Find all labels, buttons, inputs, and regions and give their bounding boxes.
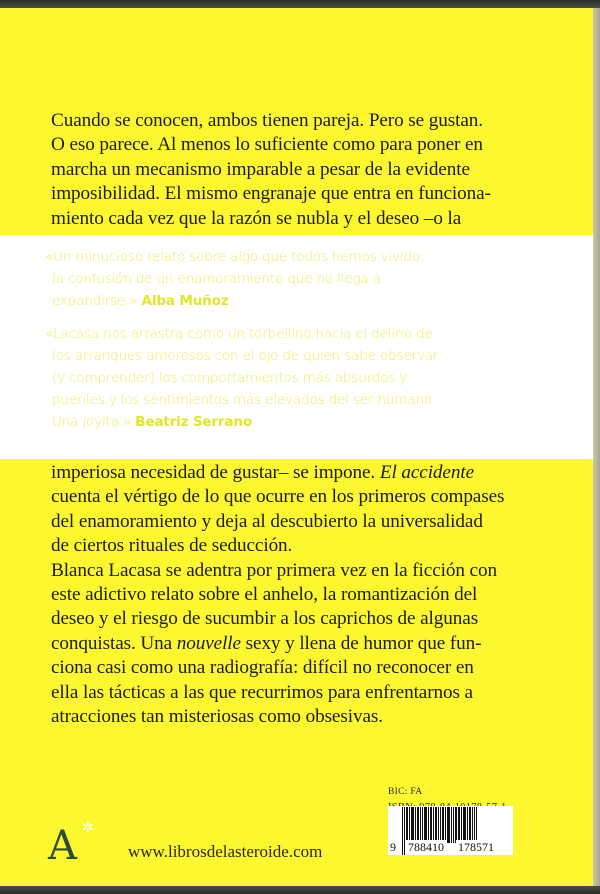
top-edge-shadow <box>0 0 600 8</box>
synopsis-line: miento cada vez que la razón se nubla y el deseo –o la <box>51 207 462 229</box>
review-quote-2 <box>45 324 505 434</box>
quote-line: los arranques amorosos con el ojo de quien sabe observar <box>52 347 439 364</box>
quote-text: expandirse.» <box>52 292 142 309</box>
synopsis-bottom <box>51 461 521 729</box>
synopsis-line: Cuando se conocen, ambos tienen pareja. Pero se gustan. <box>51 110 483 131</box>
review-quote-1 <box>45 247 505 313</box>
synopsis-line: este adictivo relato sobre el anhelo, la romantización del <box>51 584 478 606</box>
barcode-digits <box>390 840 511 855</box>
synopsis-line: marcha un mecanismo imparable a pesar de la evidente <box>51 158 470 180</box>
quote-line: «Un minucioso relato sobre algo que todos hemos vivido: <box>45 249 425 265</box>
barcode-group-1: 788410 <box>408 840 444 854</box>
synopsis-line: ella las tácticas a las que recurrimos para enfrentarnos a <box>51 681 473 703</box>
synopsis-top <box>51 109 521 231</box>
barcode-group-2: 178571 <box>458 840 494 854</box>
book-title-italic: El accidente <box>379 462 474 483</box>
book-back-cover <box>0 8 593 886</box>
synopsis-line: cuenta el vértigo de lo que ocurre en los primeros compases <box>51 486 505 508</box>
quote-author: Alba Muñoz <box>141 292 229 309</box>
synopsis-line: atracciones tan misteriosas como obsesivas. <box>51 706 383 728</box>
publisher-logo-icon: A <box>48 823 77 869</box>
bottom-edge-shadow <box>0 886 600 894</box>
quote-band <box>0 235 593 459</box>
synopsis-line: O eso parece. Al menos lo suficiente como para poner en <box>51 134 483 156</box>
quote-text: Una joyita.» <box>52 413 136 430</box>
synopsis-line: deseo y el riesgo de sucumbir a los caprichos de algunas <box>51 608 479 630</box>
asterisk-star-icon: ✲ <box>82 820 94 836</box>
synopsis-text: sexy y llena de humor que fun- <box>240 632 482 654</box>
publisher-website-link[interactable]: www.librosdelasteroide.com <box>128 842 323 861</box>
quote-line <box>45 291 505 313</box>
synopsis-line: imposibilidad. El mismo engranaje que entra en funciona- <box>51 183 491 205</box>
nouvelle-italic: nouvelle <box>176 632 241 654</box>
synopsis-text: imperiosa necesidad de gustar– se impone. <box>51 462 380 483</box>
quote-line: (y comprender) los comportamientos más absurdos y <box>52 369 408 386</box>
synopsis-line: Blanca Lacasa se adentra por primera vez en la ficción con <box>51 559 497 581</box>
barcode-lead-digit: 9 <box>390 840 396 854</box>
quote-line <box>45 412 505 434</box>
bic-code: BIC: FA <box>388 787 423 797</box>
synopsis-line <box>51 632 521 656</box>
synopsis-line: de ciertos rituales de seducción. <box>51 535 293 557</box>
right-edge-shadow <box>593 8 600 886</box>
synopsis-line <box>51 461 521 485</box>
isbn-barcode <box>388 806 513 855</box>
synopsis-line: del enamoramiento y deja al descubierto la universalidad <box>51 510 483 532</box>
quote-line: pueriles y los sentimientos más elevados del ser humano. <box>52 391 436 408</box>
quote-line: la confusión de un enamoramiento que no llega a <box>52 270 381 287</box>
synopsis-line: ciona casi como una radiografía: difícil no reconocer en <box>51 657 474 679</box>
quote-line: «Lacasa nos arrastra como un torbellino hacia el delirio de <box>45 326 433 342</box>
quote-author: Beatriz Serrano <box>135 413 253 430</box>
synopsis-text: conquistas. Una <box>51 632 177 654</box>
